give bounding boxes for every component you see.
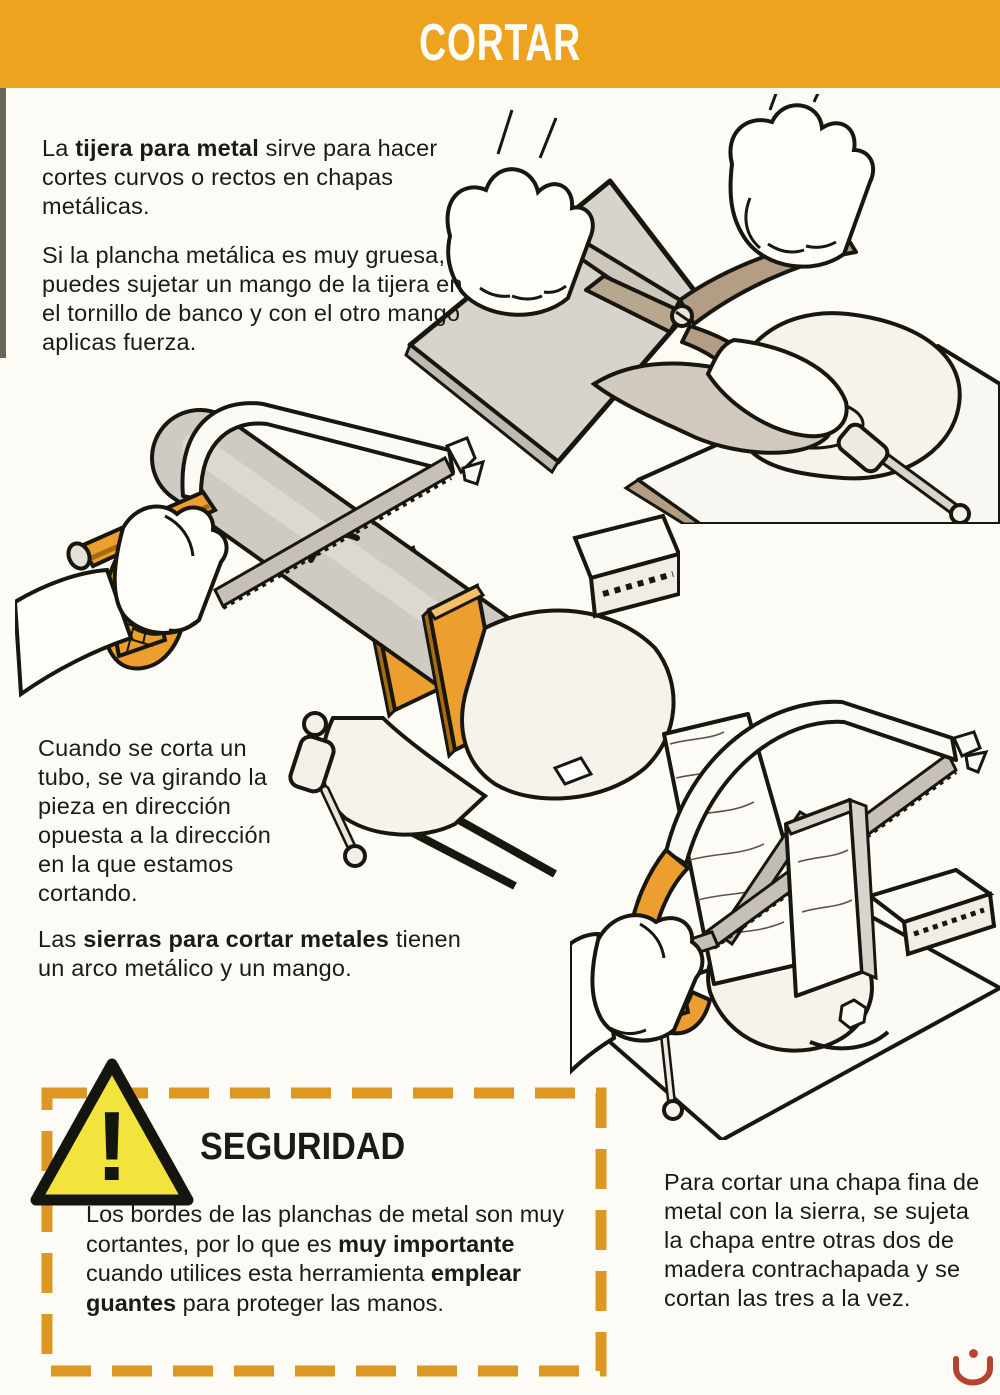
safety-post: para proteger las manos. bbox=[176, 1289, 444, 1316]
saws-post: tienen un arco metálico y un mango. bbox=[38, 925, 462, 981]
header-banner bbox=[0, 0, 1000, 88]
saws-bold-sierras: sierras para cortar metales bbox=[83, 925, 390, 952]
illustration-hacksaw-plywood bbox=[570, 682, 1000, 1140]
safety-title: SEGURIDAD bbox=[200, 1126, 406, 1168]
red-corner-mark-icon bbox=[950, 1346, 996, 1392]
paragraph-thin-sheet: Para cortar una chapa fina de metal con la sierra, se sujeta la chapa entre otras dos de madera contrachapada y se cortan las tres a la vez. bbox=[664, 1168, 980, 1311]
intro-pre: La bbox=[42, 134, 76, 161]
plywood-front-board bbox=[786, 800, 876, 996]
vise-bolt bbox=[840, 1000, 866, 1028]
paragraph-tube-cutting: Cuando se corta un tubo, se va girando la pieza en dirección opuesta a la dirección en la que estamos cortando. bbox=[38, 734, 272, 907]
safety-box bbox=[40, 1086, 608, 1378]
paragraph-saws bbox=[38, 925, 470, 983]
paragraph-thick-sheet: Si la plancha metálica es muy gruesa, puedes sujetar un mango de la tijera en el tornillo de banco y con el otro mango aplicas fuerza. bbox=[42, 241, 463, 355]
saws-pre: Las bbox=[38, 925, 84, 952]
fist bbox=[115, 506, 227, 633]
safety-body-text bbox=[86, 1200, 574, 1318]
warning-triangle-icon bbox=[28, 1056, 196, 1214]
safety-pre: Los bordes de las planchas de metal son muy cortantes, por lo que es bbox=[86, 1201, 565, 1257]
exclamation-mark: ! bbox=[95, 1091, 129, 1201]
intro-post: sirve para hacer cortes curvos o rectos en chapas metálicas. bbox=[42, 134, 438, 219]
paragraph-intro bbox=[42, 134, 454, 221]
glove-right-hand bbox=[730, 94, 873, 267]
intro-bold-tijera-para-metal: tijera para metal bbox=[75, 134, 259, 161]
safety-bold-muy-importante: muy importante bbox=[338, 1230, 515, 1257]
wing-nut bbox=[954, 732, 980, 756]
page-title: CORTAR bbox=[419, 14, 581, 72]
safety-bold-emplear-guantes: emplear guantes bbox=[86, 1260, 521, 1316]
safety-mid: cuando utilices esta herramienta bbox=[86, 1260, 431, 1287]
